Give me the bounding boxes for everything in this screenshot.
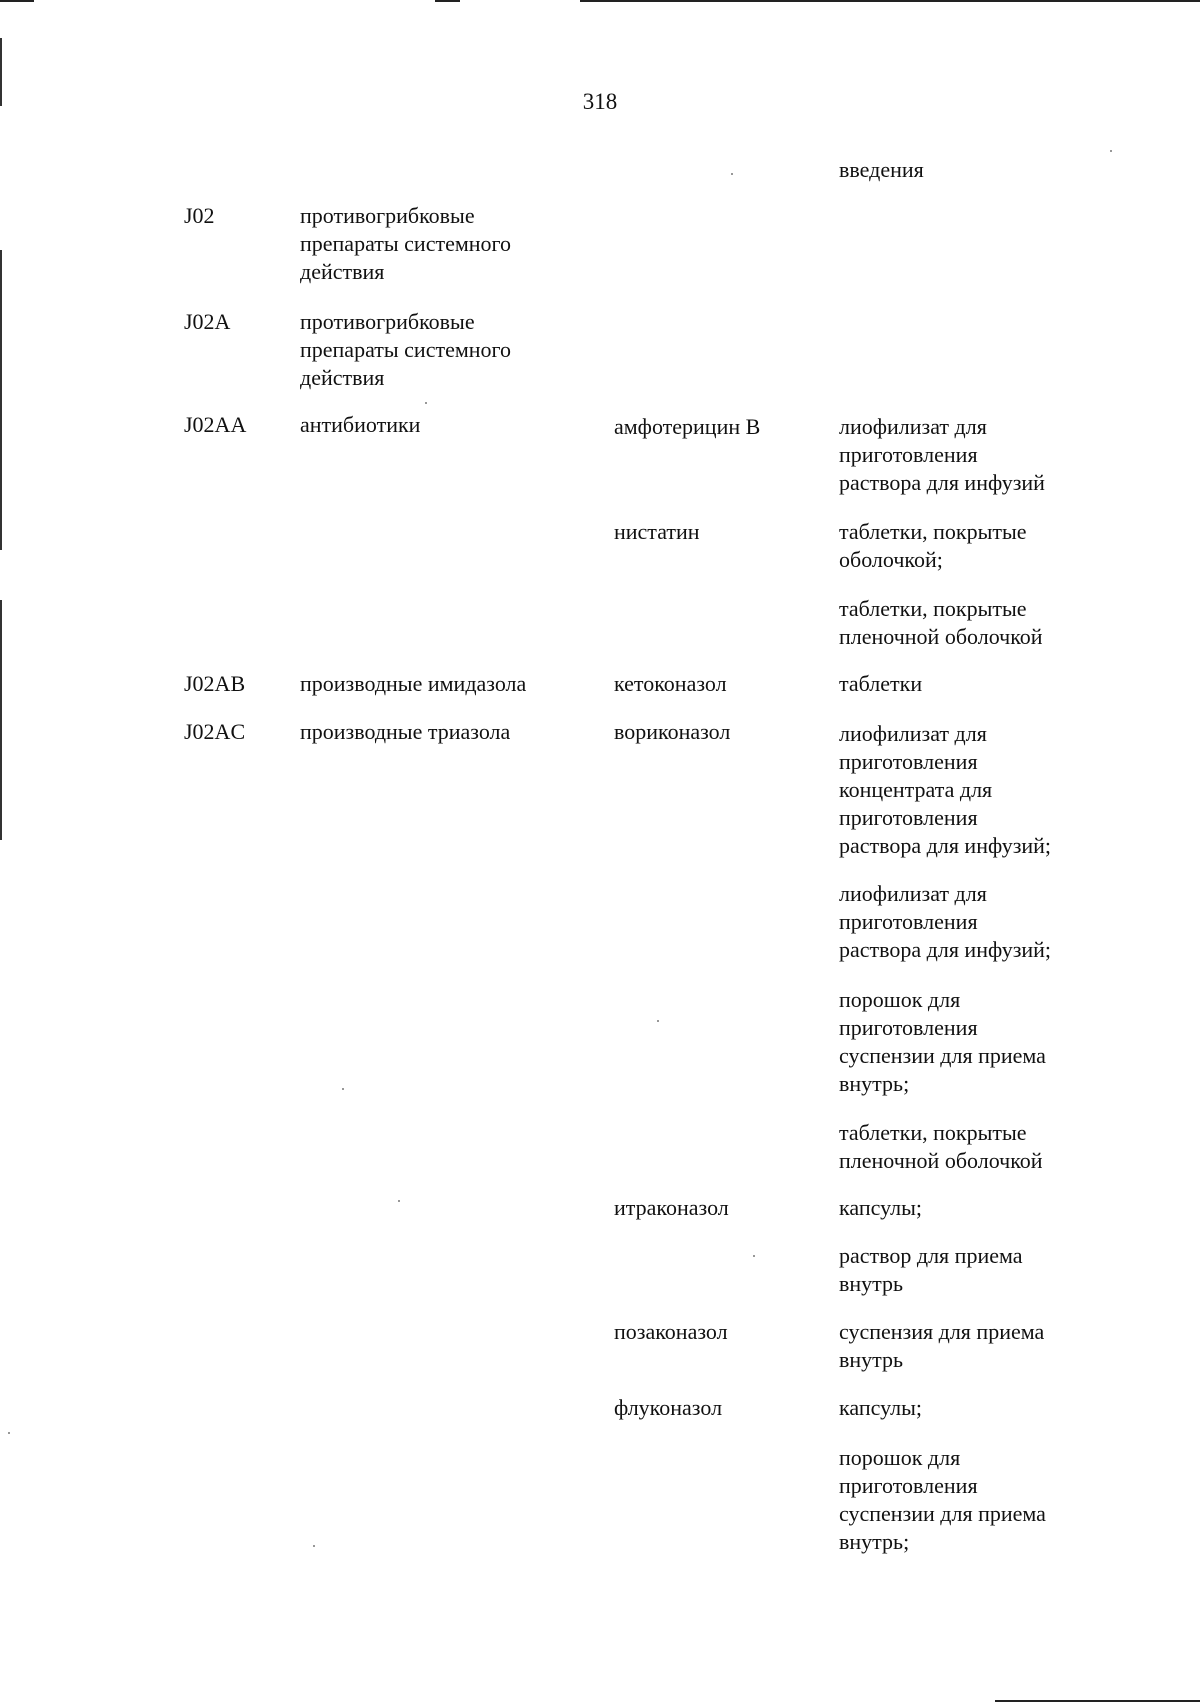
scan-edge-rule bbox=[580, 0, 1200, 2]
scan-speck bbox=[342, 1088, 344, 1090]
scan-margin-bar bbox=[0, 600, 2, 840]
dosage-form: лиофилизат для приготовления раствора для инфузий bbox=[839, 414, 1045, 495]
scan-speck bbox=[398, 1200, 400, 1202]
dosage-form: таблетки, покрытые оболочкой; bbox=[839, 519, 1027, 572]
drug-name: итраконазол bbox=[614, 1195, 729, 1220]
dosage-form: таблетки bbox=[839, 671, 923, 696]
atc-group: противогрибковые препараты системного действия bbox=[300, 309, 512, 390]
scan-speck bbox=[657, 1020, 659, 1022]
scan-corner-rule bbox=[995, 1700, 1200, 1702]
dosage-form: лиофилизат для приготовления концентрата для приготовления раствора для инфузий; bbox=[839, 721, 1052, 858]
dosage-form: таблетки, покрытые пленочной оболочкой bbox=[839, 596, 1043, 649]
drug-name: кетоконазол bbox=[614, 671, 727, 696]
drug-name: флуконазол bbox=[614, 1395, 723, 1420]
drug-name: позаконазол bbox=[614, 1319, 728, 1344]
atc-group: противогрибковые препараты системного действия bbox=[300, 203, 512, 284]
drug-name: вориконазол bbox=[614, 719, 731, 744]
atc-code: J02AB bbox=[184, 671, 246, 696]
atc-group: производные имидазола bbox=[300, 671, 527, 696]
dosage-form: суспензия для приема внутрь bbox=[839, 1319, 1045, 1372]
scan-edge-rule bbox=[435, 0, 460, 2]
dosage-form: капсулы; bbox=[839, 1395, 922, 1420]
scan-margin-bar bbox=[0, 250, 2, 550]
dosage-form: лиофилизат для приготовления раствора для инфузий; bbox=[839, 881, 1052, 962]
atc-code: J02AA bbox=[184, 412, 247, 437]
scan-speck bbox=[8, 1432, 10, 1434]
scan-speck bbox=[313, 1545, 315, 1547]
atc-code: J02 bbox=[184, 203, 215, 228]
scan-speck bbox=[731, 173, 733, 175]
atc-code: J02A bbox=[184, 309, 231, 334]
dosage-form: порошок для приготовления суспензии для приема внутрь; bbox=[839, 1445, 1046, 1554]
drug-name: амфотерицин В bbox=[614, 414, 761, 439]
atc-code: J02AC bbox=[184, 719, 246, 744]
scan-speck bbox=[753, 1255, 755, 1257]
drug-name: нистатин bbox=[614, 519, 700, 544]
scan-edge-rule bbox=[0, 0, 34, 2]
atc-group: производные триазола bbox=[300, 719, 511, 744]
dosage-form: капсулы; bbox=[839, 1195, 922, 1220]
scan-speck bbox=[1110, 150, 1112, 152]
dosage-form: введения bbox=[839, 157, 924, 182]
scan-speck bbox=[425, 402, 427, 404]
dosage-form: раствор для приема внутрь bbox=[839, 1243, 1023, 1296]
atc-group: антибиотики bbox=[300, 412, 421, 437]
dosage-form: таблетки, покрытые пленочной оболочкой bbox=[839, 1120, 1043, 1173]
dosage-form: порошок для приготовления суспензии для приема внутрь; bbox=[839, 987, 1046, 1096]
page-number: 318 bbox=[582, 89, 618, 114]
